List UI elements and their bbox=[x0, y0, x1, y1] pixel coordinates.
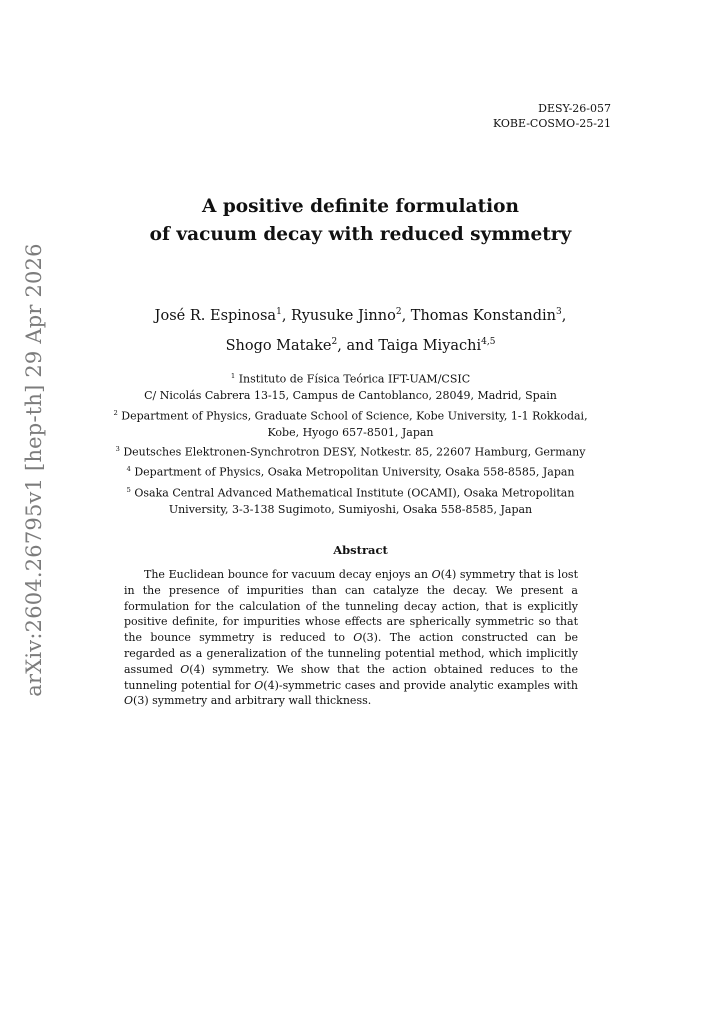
affiliation-number: 4 bbox=[126, 465, 131, 474]
author-affiliation-mark: 2 bbox=[331, 336, 338, 347]
author-name: Thomas Konstandin bbox=[410, 307, 556, 324]
math-symbol: O bbox=[353, 631, 363, 645]
abstract-text: (4) symmetry that is lost in the presence of impurities than can catalyze the decay. We present a formulation for the calculation of the tunneling decay action, that is explicitly positive definite, for impurities whose effects are spherically symmetric so that the bounce symmetry is reduced to bbox=[124, 568, 579, 645]
affiliation-continued: Kobe, Hyogo 657-8501, Japan bbox=[267, 425, 434, 439]
affiliation bbox=[90, 405, 611, 425]
affiliation-number: 5 bbox=[126, 485, 131, 494]
report-numbers bbox=[493, 101, 611, 131]
author-list bbox=[0, 299, 721, 359]
report-number: DESY-26-057 bbox=[538, 102, 611, 115]
paper-title bbox=[0, 193, 721, 249]
arxiv-stamp-text: arXiv:2604.26795v1 [hep-th] 29 Apr 2026 bbox=[22, 243, 46, 697]
affiliation-continued: University, 3-3-138 Sugimoto, Sumiyoshi, Osaka 558-8585, Japan bbox=[168, 502, 533, 516]
affiliation-number: 3 bbox=[115, 445, 120, 454]
author-affiliation-mark: 3 bbox=[556, 307, 562, 317]
author-affiliation-mark: 1 bbox=[276, 307, 282, 317]
abstract-text: (3) symmetry and arbitrary wall thickness. bbox=[133, 694, 372, 708]
affiliations bbox=[90, 368, 611, 518]
affiliation-number: 1 bbox=[230, 372, 236, 380]
affiliation-continued: C/ Nicolás Cabrera 13-15, Campus de Cantoblanco, 28049, Madrid, Spain bbox=[144, 389, 557, 403]
math-symbol: O bbox=[254, 678, 264, 692]
affiliation-text: Deutsches Elektronen-Synchrotron DESY, Notkestr. 85, 22607 Hamburg, Germany bbox=[123, 445, 586, 459]
affiliation bbox=[90, 368, 611, 388]
abstract-body bbox=[124, 567, 578, 709]
author-name: Ryusuke Jinno bbox=[291, 307, 396, 324]
abstract-heading: Abstract bbox=[333, 543, 388, 557]
affiliation-number: 2 bbox=[113, 408, 118, 417]
author-conjunction: and bbox=[346, 337, 374, 354]
author-name: José R. Espinosa bbox=[154, 307, 277, 324]
affiliation-text: Department of Physics, Graduate School of Science, Kobe University, 1-1 Rokkodai, bbox=[121, 409, 588, 423]
math-symbol: O bbox=[180, 662, 190, 676]
abstract-text: The Euclidean bounce for vacuum decay enjoys an bbox=[144, 568, 432, 581]
affiliation-text: Instituto de Física Teórica IFT-UAM/CSIC bbox=[238, 372, 471, 386]
affiliation bbox=[90, 461, 611, 481]
author-affiliation-mark: 4,5 bbox=[481, 336, 496, 347]
author-line: José R. Espinosa$^1$, Ryusuke Jinno$^2$, Thomas Konstandin$^3$, bbox=[154, 307, 567, 324]
affiliation-text: Osaka Central Advanced Mathematical Institute (OCAMI), Osaka Metropolitan bbox=[134, 486, 575, 500]
title-line: of vacuum decay with reduced symmetry bbox=[149, 224, 572, 245]
author-line: Shogo Matake$^2$, and Taiga Miyachi$^{4,5}$ bbox=[225, 336, 496, 354]
affiliation bbox=[90, 482, 611, 502]
math-symbol: O bbox=[124, 694, 134, 708]
affiliation-text: Department of Physics, Osaka Metropolitan University, Osaka 558-8585, Japan bbox=[134, 466, 575, 480]
affiliation bbox=[90, 441, 611, 461]
abstract-text: (4) symmetry. We show that the action obtained reduces to the tunneling potential for bbox=[124, 662, 578, 692]
abstract-text: (4)-symmetric cases and provide analytic examples with bbox=[263, 678, 579, 692]
title-line: A positive definite formulation bbox=[202, 196, 519, 217]
abstract-text: (3). The action constructed can be regarded as a generalization of the tunneling potential method, which implicitly assumed bbox=[124, 631, 578, 676]
math-symbol: O bbox=[431, 568, 441, 581]
report-number: KOBE-COSMO-25-21 bbox=[492, 117, 611, 130]
author-name: Taiga Miyachi bbox=[378, 337, 482, 354]
author-name: Shogo Matake bbox=[225, 337, 332, 354]
author-affiliation-mark: 2 bbox=[395, 307, 402, 317]
